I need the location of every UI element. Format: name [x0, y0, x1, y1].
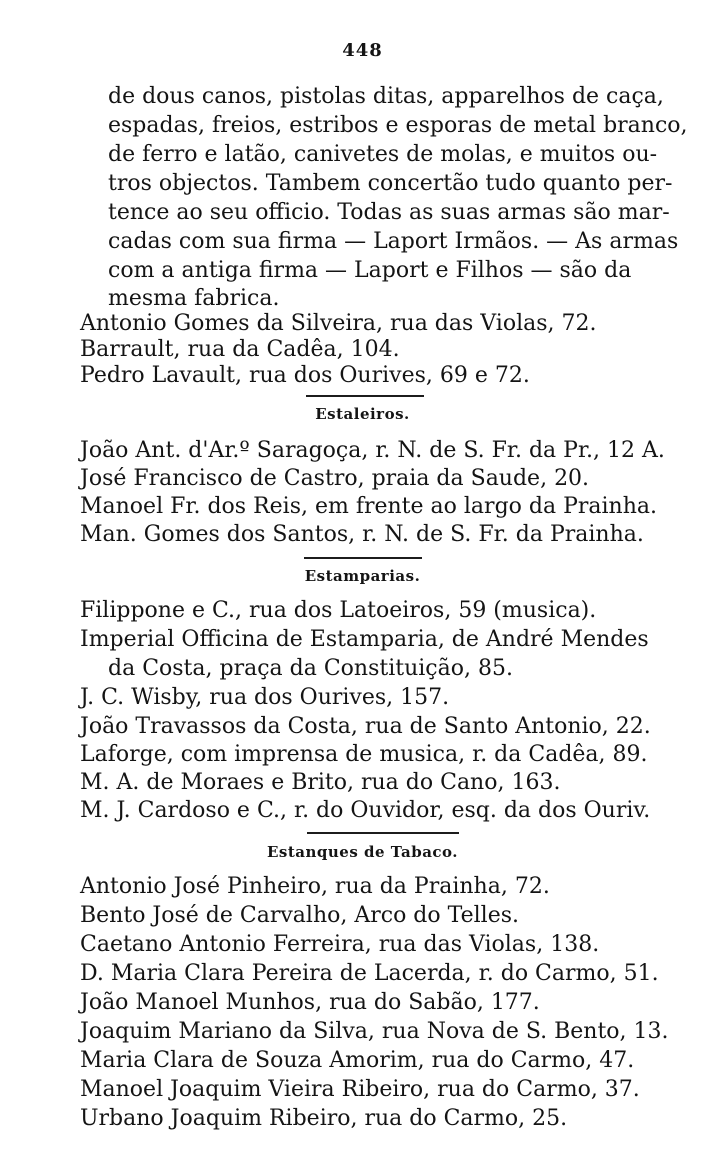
- directory-entry: Manoel Joaquim Vieira Ribeiro, rua do Carmo, 37.: [80, 1077, 640, 1102]
- directory-entry: Laforge, com imprensa de musica, r. da Cadêa, 89.: [80, 742, 648, 767]
- directory-entry: João Ant. d'Ar.º Saragoça, r. N. de S. Fr. da Pr., 12 A.: [80, 438, 665, 463]
- section-heading: Estanques de Tabaco.: [266, 843, 459, 861]
- page-number: 448: [342, 40, 383, 61]
- directory-entry: D. Maria Clara Pereira de Lacerda, r. do Carmo, 51.: [80, 961, 659, 986]
- directory-entry: Antonio José Pinheiro, rua da Prainha, 72.: [80, 874, 550, 899]
- section-divider: [306, 395, 424, 397]
- directory-entry: Manoel Fr. dos Reis, em frente ao largo da Prainha.: [80, 494, 657, 519]
- directory-entry: Barrault, rua da Cadêa, 104.: [80, 337, 400, 362]
- directory-entry: Bento José de Carvalho, Arco do Telles.: [80, 903, 519, 928]
- directory-entry: Antonio Gomes da Silveira, rua das Violas, 72.: [80, 311, 597, 336]
- directory-entry: Pedro Lavault, rua dos Ourives, 69 e 72.: [80, 363, 530, 388]
- intro-line: com a antiga firma — Laport e Filhos — são da: [108, 258, 632, 283]
- directory-entry: Caetano Antonio Ferreira, rua das Violas, 138.: [80, 932, 600, 957]
- intro-line: de dous canos, pistolas ditas, apparelhos de caça,: [108, 84, 664, 109]
- directory-entry: J. C. Wisby, rua dos Ourives, 157.: [80, 685, 450, 710]
- directory-entry: João Manoel Munhos, rua do Sabão, 177.: [80, 990, 540, 1015]
- directory-entry: da Costa, praça da Constituição, 85.: [108, 656, 513, 681]
- directory-entry: M. A. de Moraes e Brito, rua do Cano, 163.: [80, 770, 561, 795]
- intro-line: cadas com sua firma — Laport Irmãos. — As armas: [108, 229, 679, 254]
- directory-entry: Imperial Officina de Estamparia, de André Mendes: [80, 627, 649, 652]
- intro-line: espadas, freios, estribos e esporas de metal branco,: [108, 113, 688, 138]
- directory-entry: M. J. Cardoso e C., r. do Ouvidor, esq. da dos Ouriv.: [80, 798, 651, 823]
- directory-entry: Joaquim Mariano da Silva, rua Nova de S. Bento, 13.: [80, 1019, 669, 1044]
- directory-entry: José Francisco de Castro, praia da Saude, 20.: [80, 466, 590, 491]
- directory-entry: Maria Clara de Souza Amorim, rua do Carmo, 47.: [80, 1048, 635, 1073]
- directory-entry: João Travassos da Costa, rua de Santo Antonio, 22.: [80, 714, 651, 739]
- intro-line: de ferro e latão, canivetes de molas, e muitos ou-: [108, 142, 658, 167]
- directory-entry: Filippone e C., rua dos Latoeiros, 59 (musica).: [80, 598, 597, 623]
- section-heading: Estamparias.: [304, 567, 421, 585]
- intro-line: mesma fabrica.: [108, 286, 280, 311]
- section-heading: Estaleiros.: [315, 405, 410, 423]
- directory-entry: Man. Gomes dos Santos, r. N. de S. Fr. da Prainha.: [80, 522, 644, 547]
- section-divider: [307, 832, 459, 834]
- section-divider: [304, 557, 422, 559]
- directory-entry: Urbano Joaquim Ribeiro, rua do Carmo, 25.: [80, 1106, 568, 1131]
- intro-line: tros objectos. Tambem concertão tudo quanto per-: [108, 171, 673, 196]
- intro-line: tence ao seu officio. Todas as suas armas são mar-: [108, 200, 670, 225]
